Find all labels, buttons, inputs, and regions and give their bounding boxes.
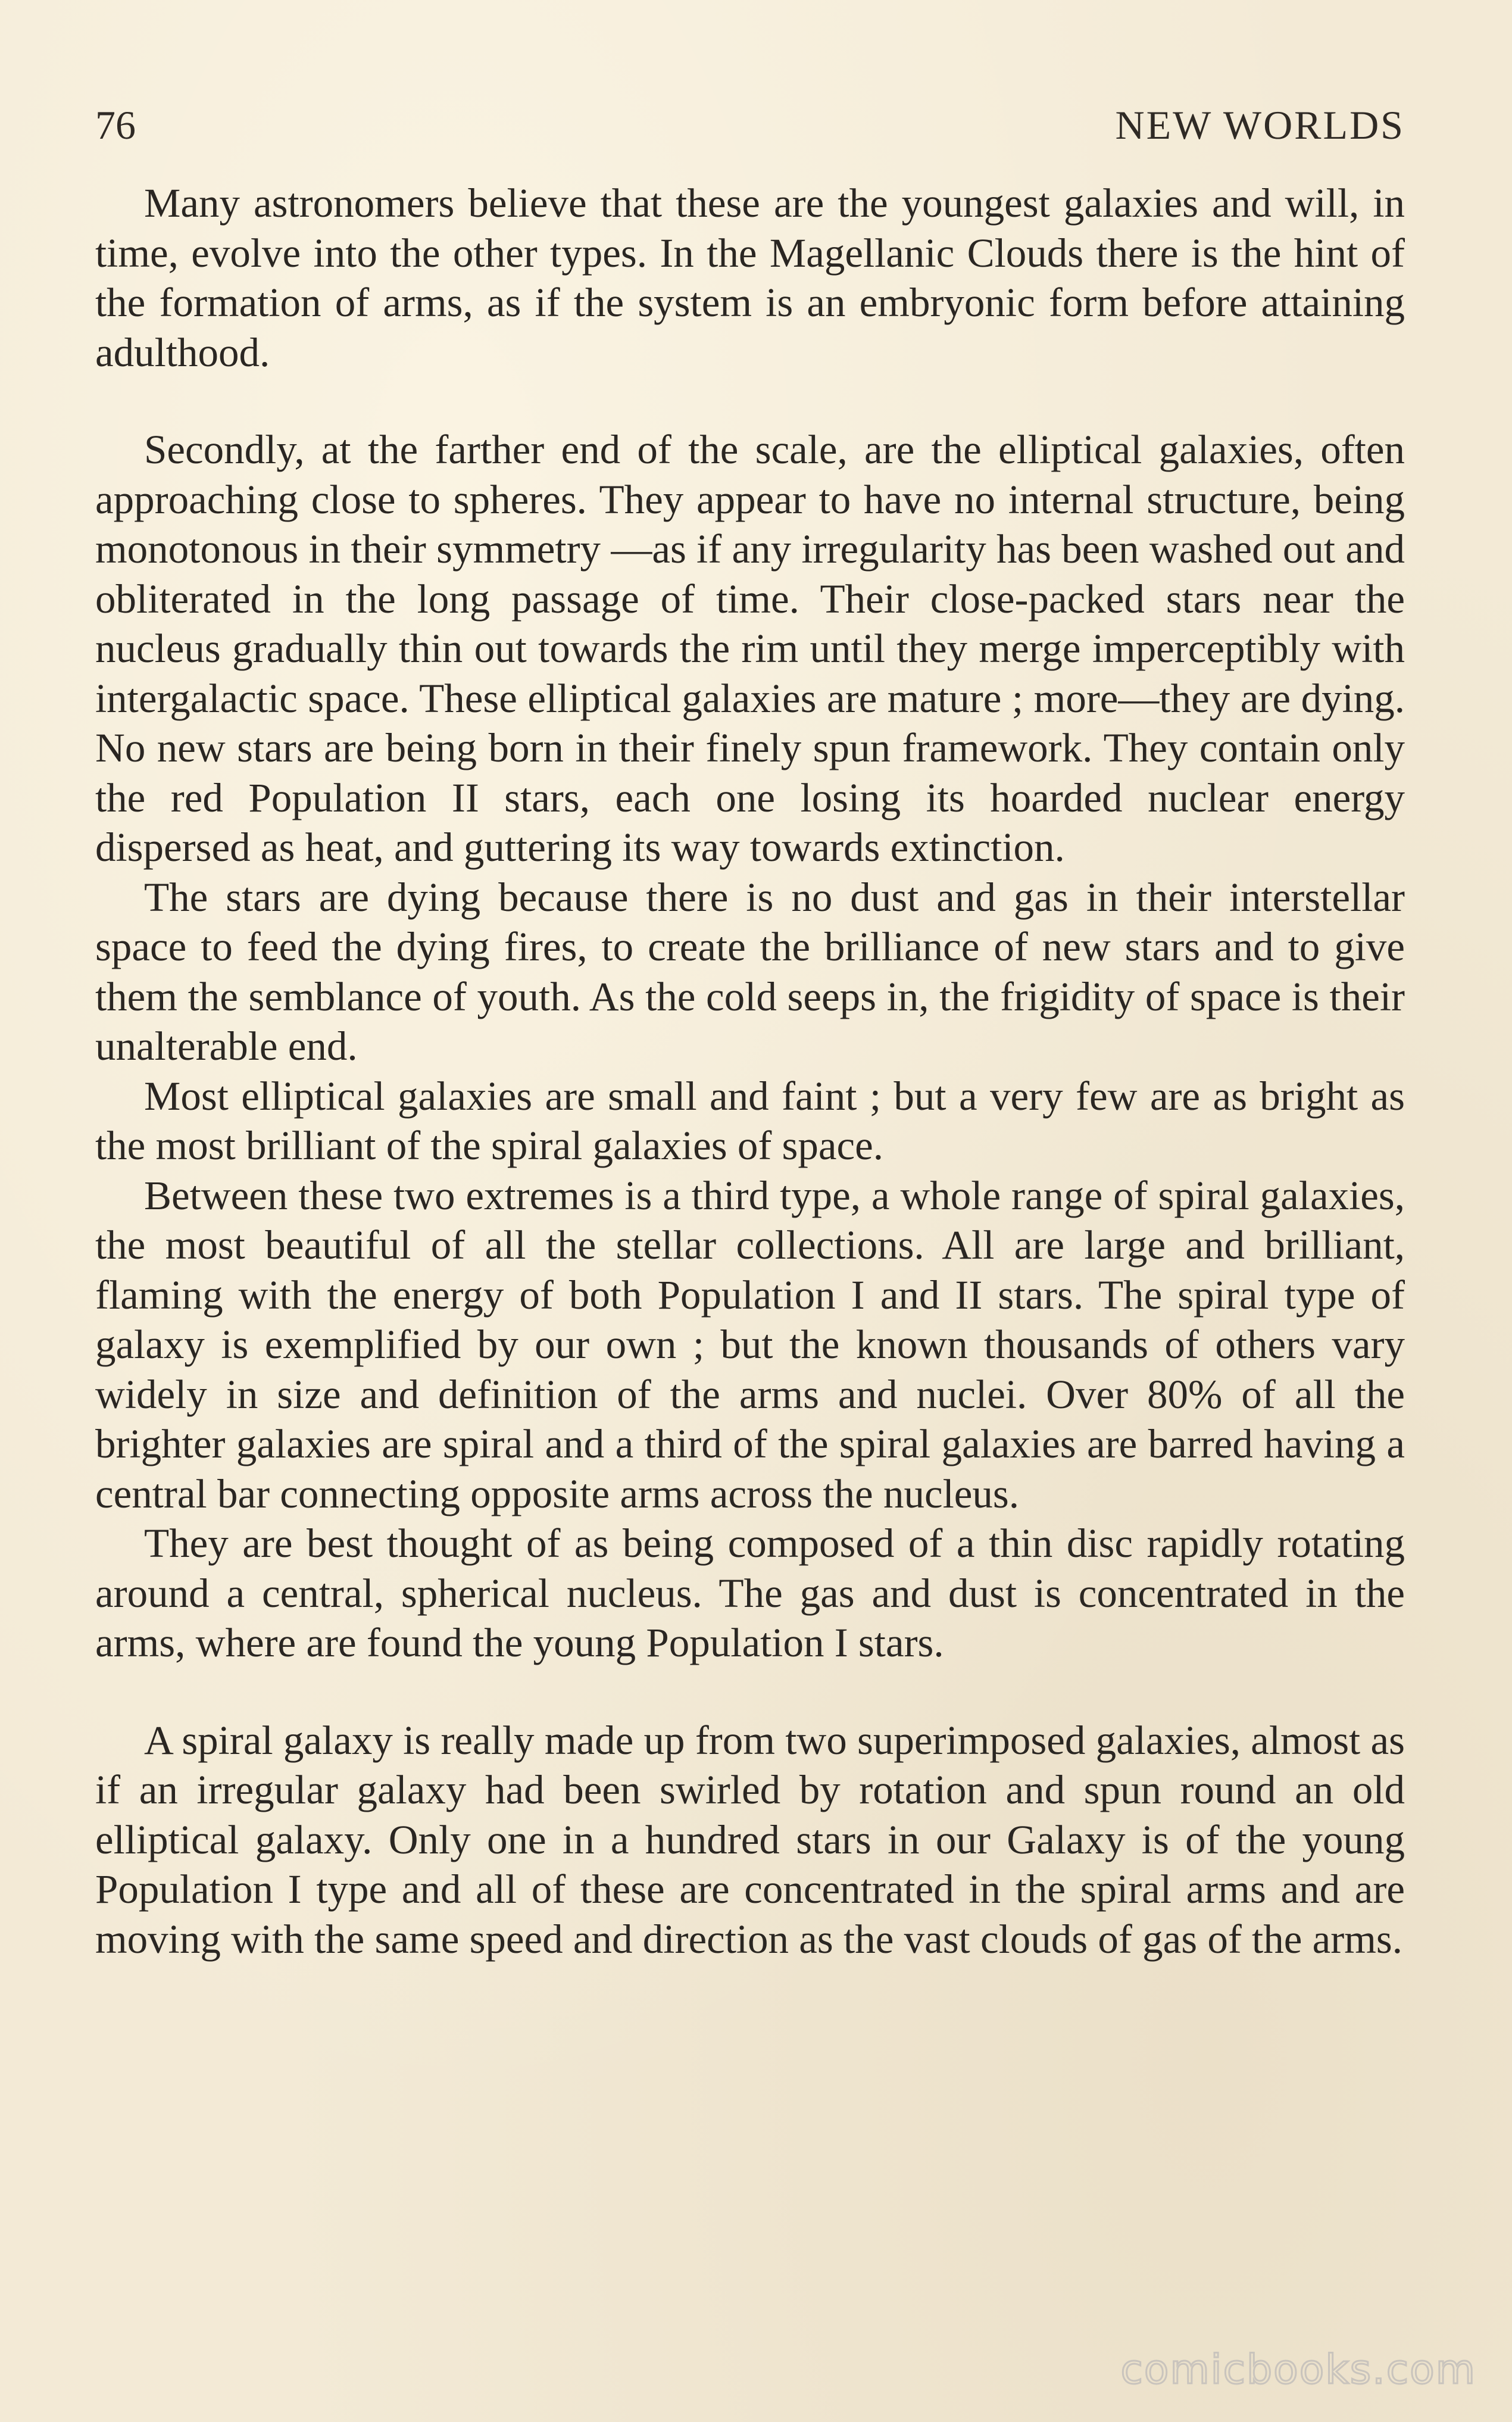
page-number: 76 <box>95 102 136 148</box>
watermark: comicbooks.com <box>1120 2346 1476 2393</box>
paragraph: The stars are dying because there is no dust and gas in their interstellar space to feed the dying fires, to create the brilliance of new stars and to give them the semblance of youth. As the cold seeps in, the frigidity of space is their unalterable end. <box>95 874 1405 1069</box>
running-title: NEW WORLDS <box>1115 102 1405 148</box>
paragraph: They are best thought of as being composed of a thin disc rapidly rotating around a central, spherical nucleus. The gas and dust is concentrated in the arms, where are found the young Population I stars. <box>95 1521 1405 1665</box>
book-page <box>95 89 1405 2352</box>
paragraph: Between these two extremes is a third type, a whole range of spiral galaxies, the most beautiful of all the stellar collections. All are large and brilliant, flaming with the energy of both Population I and II stars. The spiral type of galaxy is exemplified by our own ; but the known thousands of others vary widely in size and definition of the arms and nuclei. Over 80% of all the brighter galaxies are spiral and a third of the spiral galaxies are barred having a central bar connecting opposite arms across the nucleus. <box>95 1172 1405 1516</box>
paragraph: A spiral galaxy is really made up from two superimposed galaxies, almost as if an irregular galaxy had been swirled by rotation and spun round an old elliptical galaxy. Only one in a hundred stars in our Galaxy is of the young Population I type and all of these are concentrated in the spiral arms and are moving with the same speed and direction as the vast clouds of gas of the arms. <box>95 1717 1405 1962</box>
running-header <box>95 89 1405 161</box>
paragraph: Secondly, at the farther end of the scale, are the elliptical galaxies, often approaching close to spheres. They appear to have no internal structure, being monotonous in their symmetry —as if any irregularity has been washed out and obliterated in the long passage of time. Their close-packed stars near the nucleus gradually thin out towards the rim until they merge imperceptibly with intergalactic space. These elliptical galaxies are mature ; more—they are dying. No new stars are being born in their finely spun framework. They contain only the red Population II stars, each one losing its hoarded nuclear energy dispersed as heat, and guttering its way towards extinction. <box>95 427 1405 870</box>
paragraph: Many astronomers believe that these are the youngest galaxies and will, in time, evolve into the other types. In the Magellanic Clouds there is the hint of the formation of arms, as if the system is an embryonic form before attaining adulthood. <box>95 180 1405 375</box>
body-text <box>95 179 1405 1964</box>
paragraph: Most elliptical galaxies are small and faint ; but a very few are as bright as the most brilliant of the spiral galaxies of space. <box>95 1073 1405 1168</box>
